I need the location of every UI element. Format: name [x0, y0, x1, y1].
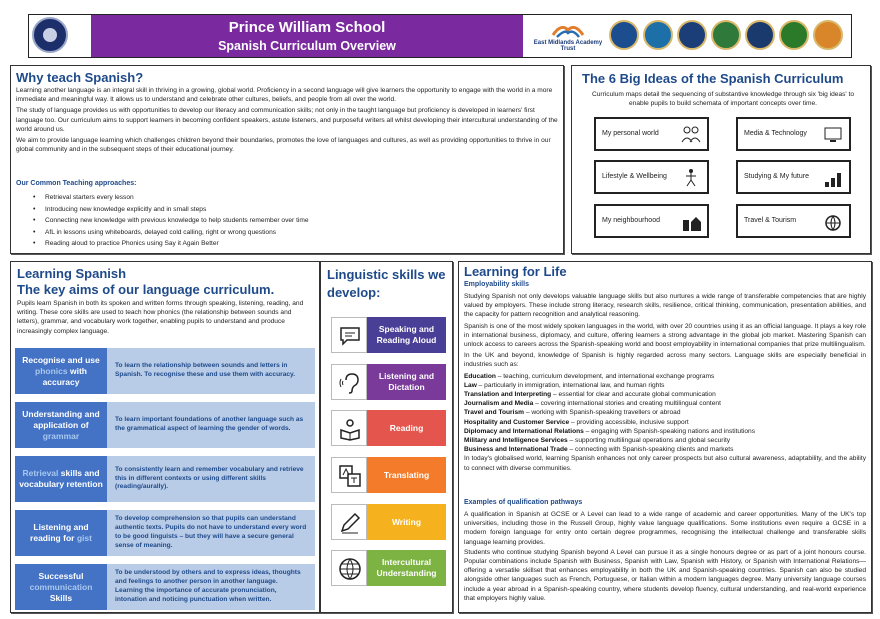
idea-travel-tourism	[736, 204, 851, 238]
ear-icon	[331, 364, 367, 400]
employability-title: Employability skills	[464, 281, 529, 288]
qual-paragraph-2: Students who continue studying Spanish beyond A Level can pursue it as a single honours degree or as part of a joint honours course. Popular combinations include Spanish with Business, Spanish with Law, Spanish with History, or Spanish with International Relations—offering a versatile skillset that enhances employability in both the UK and Spanish-speaking countries. Spanish can also be studied alongside other languages such as French, Portuguese, or Italian within a modern languages degree. Many university language courses include a year abroad in a Spanish-speaking country, where students develop fluency, cultural understanding, and real-world experience that employers highly value.	[464, 548, 866, 602]
skill-label: Reading	[367, 410, 446, 446]
people-icon	[681, 125, 701, 145]
skill-reading	[331, 410, 446, 446]
skill-label: Writing	[367, 504, 446, 540]
skill-label: Speaking and Reading Aloud	[367, 317, 446, 353]
wellbeing-icon	[681, 168, 701, 188]
industry-item: Business and International Trade – connecting with Spanish-speaking clients and markets	[464, 446, 734, 454]
life-paragraph-3: In the UK and beyond, knowledge of Spanish is highly regarded across many sectors. Language skills are especially beneficial in industries such as:	[464, 352, 866, 369]
list-item: • Connecting new knowledge with previous knowledge to help students remember over time	[39, 215, 539, 227]
idea-neighbourhood	[594, 204, 709, 238]
idea-personal-world	[594, 117, 709, 151]
academy-logo-2	[643, 20, 673, 50]
idea-label: My personal world	[602, 130, 659, 137]
industry-item: Education – teaching, curriculum development, and international exchange programs	[464, 372, 715, 380]
aim-title: Successful communication Skills	[15, 564, 107, 610]
idea-label: My neighbourhood	[602, 217, 660, 224]
town-icon	[681, 212, 701, 232]
learning-spanish-panel	[10, 261, 320, 613]
list-item: • Introducing new knowledge explicitly and in small steps	[39, 204, 539, 216]
idea-label: Lifestyle & Wellbeing	[602, 173, 667, 180]
skill-label: Listening and Dictation	[367, 364, 446, 400]
why-paragraph-2: The study of language provides us with opportunities to develop our literacy and communication skills; not only in the taught language but proficiency is developed in learners' first language too. Our curriculum aims to support learners in becoming confident speakers, astute listeners, and purposeful writers all whilst developing their intercultural understanding of the world around us.	[16, 107, 558, 133]
academy-logo-5	[745, 20, 775, 50]
life-title: Learning for Life	[464, 264, 567, 279]
academy-logo-4	[711, 20, 741, 50]
title-band	[91, 15, 523, 57]
idea-studying-future	[736, 160, 851, 194]
aim-row-communication	[15, 564, 315, 610]
linguistic-title: Linguistic skills we develop:	[327, 267, 446, 300]
aim-title: Recognise and use phonics with accuracy	[15, 348, 107, 394]
trust-logo	[531, 19, 605, 53]
idea-media-technology	[736, 117, 851, 151]
skill-label: Translating	[367, 457, 446, 493]
aim-description: To develop comprehension so that pupils can understand authentic texts. Pupils do not have to understand every word to be good linguists – but they will have a secure general sense of meaning.	[107, 510, 315, 556]
idea-label: Media & Technology	[744, 130, 807, 137]
qual-paragraph-1: A qualification in Spanish at GCSE or A Level can lead to a wide range of academic and career opportunities. Many of the UK's top universities, including those in the Russell Group, highly value language qualifications. Some institutions even require a GCSE in a modern foreign language for entry onto certain degree programmes, recognising the intellectual challenge and transferable skills language learning provides.	[464, 511, 866, 546]
page-header	[28, 14, 852, 58]
aim-description: To be understood by others and to express ideas, thoughts and feelings to another person in another language. Learning the importance of accurate pronunciation, intonation and noticing punctuation when written.	[107, 564, 315, 610]
document-title: Spanish Curriculum Overview	[218, 39, 396, 53]
industry-item: Hospitality and Customer Service – providing accessible, inclusive support	[464, 418, 689, 426]
why-title: Why teach Spanish?	[16, 70, 144, 85]
computer-icon	[823, 125, 843, 145]
industry-item: Translation and Interpreting – essential for clear and accurate global communication	[464, 391, 716, 399]
skill-writing	[331, 504, 446, 540]
qualification-title: Examples of qualification pathways	[464, 499, 583, 506]
academy-logo-7	[813, 20, 843, 50]
why-paragraph-3: We aim to provide language learning which challenges children beyond their boundaries, promotes the love of languages and cultures, as well as providing opportunities to thrive in our global community and in the subsequent steps of their educational journey.	[16, 137, 551, 154]
idea-label: Travel & Tourism	[744, 217, 797, 224]
aim-description: To learn the relationship between sounds and letters in Spanish. To recognise these and use them with accuracy.	[107, 348, 315, 394]
academy-logo-3	[677, 20, 707, 50]
industry-item: Law – particularly in immigration, international law, and human rights	[464, 381, 665, 389]
approaches-title: Our Common Teaching approaches:	[16, 180, 137, 187]
school-crest-logo	[32, 17, 68, 53]
list-item: • AfL in lessons using whiteboards, delayed cold calling, right or wrong questions	[39, 227, 539, 239]
aim-title: Understanding and application of grammar	[15, 402, 107, 448]
trust-name: East Midlands Academy Trust	[533, 40, 603, 52]
big-ideas-title: The 6 Big Ideas of the Spanish Curriculum	[582, 71, 844, 86]
industry-item: Travel and Tourism – working with Spanish-speaking travellers or abroad	[464, 409, 681, 417]
approaches-list	[39, 192, 539, 250]
industry-item: Diplomacy and International Relations – engaging with Spanish-speaking nations and institutions	[464, 427, 755, 435]
learning-title: Learning Spanish	[17, 266, 127, 281]
why-teach-panel	[10, 65, 564, 254]
skill-speaking	[331, 317, 446, 353]
life-paragraph-2: Spanish is one of the most widely spoken languages in the world, with over 20 countries using it as an official language. It plays a key role in international business, diplomacy, and culture, offering learners a strong advantage in the global job market. Mastering Spanish can unlock access to careers across the Spanish-speaking world and boost employability in international companies that prize multilingualism.	[464, 322, 866, 349]
list-item: • Reading aloud to practice Phonics using Say it Again Better	[39, 238, 539, 250]
idea-lifestyle-wellbeing	[594, 160, 709, 194]
skill-listening	[331, 364, 446, 400]
aim-description: To learn important foundations of another language such as the grammatical aspect of learning the gender of words.	[107, 402, 315, 448]
why-paragraph-1: Learning another language is an integral skill in thriving in a growing, global world. Proficiency in a second language will give learners the opportunity to engage with the world in a more immediate and meaningful way. It allows us to understand and celebrate other cultures, beliefs, and people from all over the world.	[16, 87, 553, 104]
big-ideas-panel	[571, 65, 871, 254]
academy-logo-1	[609, 20, 639, 50]
speech-bubble-icon	[331, 317, 367, 353]
aim-row-grammar	[15, 402, 315, 448]
school-name: Prince William School	[228, 19, 386, 36]
big-ideas-intro: Curriculum maps detail the sequencing of substantive knowledge through six 'big ideas' to enable pupils to build schemata of important concepts over time.	[591, 91, 855, 108]
learning-text: Pupils learn Spanish in both its spoken and written forms through speaking, listening, reading, and writing. These core skills are used to teach how phonics (the relationship between sounds and letters), grammar, and vocabulary work together, enabling pupils to understand and produce increasingly complex language.	[17, 300, 304, 335]
life-paragraph-4: In today's globalised world, learning Spanish enhances not only career prospects but also cultural awareness, adaptability, and the ability to connect with diverse communities.	[464, 455, 866, 472]
aim-description: To consistently learn and remember vocabulary and retrieve this in different contexts or using different skills (reading/aurally).	[107, 456, 315, 502]
why-text	[16, 86, 561, 156]
aim-title: Listening and reading for gist	[15, 510, 107, 556]
reader-icon	[331, 410, 367, 446]
idea-label: Studying & My future	[744, 173, 809, 180]
aim-row-retrieval	[15, 456, 315, 502]
aim-row-gist	[15, 510, 315, 556]
academy-logo-6	[779, 20, 809, 50]
learning-for-life-panel	[458, 261, 872, 613]
globe-icon	[331, 550, 367, 586]
industry-item: Military and Intelligence Services – supporting multilingual operations and global security	[464, 437, 731, 445]
skill-label: Intercultural Understanding	[367, 550, 446, 586]
aim-title: Retrieval skills and vocabulary retention	[15, 456, 107, 502]
trust-mark-icon	[551, 21, 585, 39]
aim-row-phonics	[15, 348, 315, 394]
climber-icon	[823, 168, 843, 188]
industry-item: Journalism and Media – covering international stories and creating multilingual content	[464, 400, 721, 408]
skill-translating	[331, 457, 446, 493]
list-item: • Retrieval starters every lesson	[39, 192, 539, 204]
qualification-text	[464, 510, 866, 604]
skill-intercultural	[331, 550, 446, 586]
translate-icon	[331, 457, 367, 493]
linguistic-skills-panel	[320, 261, 453, 613]
aims-title: The key aims of our language curriculum.	[17, 282, 275, 297]
life-paragraph-1: Studying Spanish not only develops valuable language skills but also nurtures a wide range of transferable competencies that are highly valued by employers. These include strong literacy, research skills, resilience, critical thinking, communication, presentation abilities, and the capacity for pattern recognition and analytical reasoning.	[464, 293, 866, 319]
employability-text	[464, 292, 866, 475]
globe-plane-icon	[823, 212, 843, 232]
pencil-icon	[331, 504, 367, 540]
